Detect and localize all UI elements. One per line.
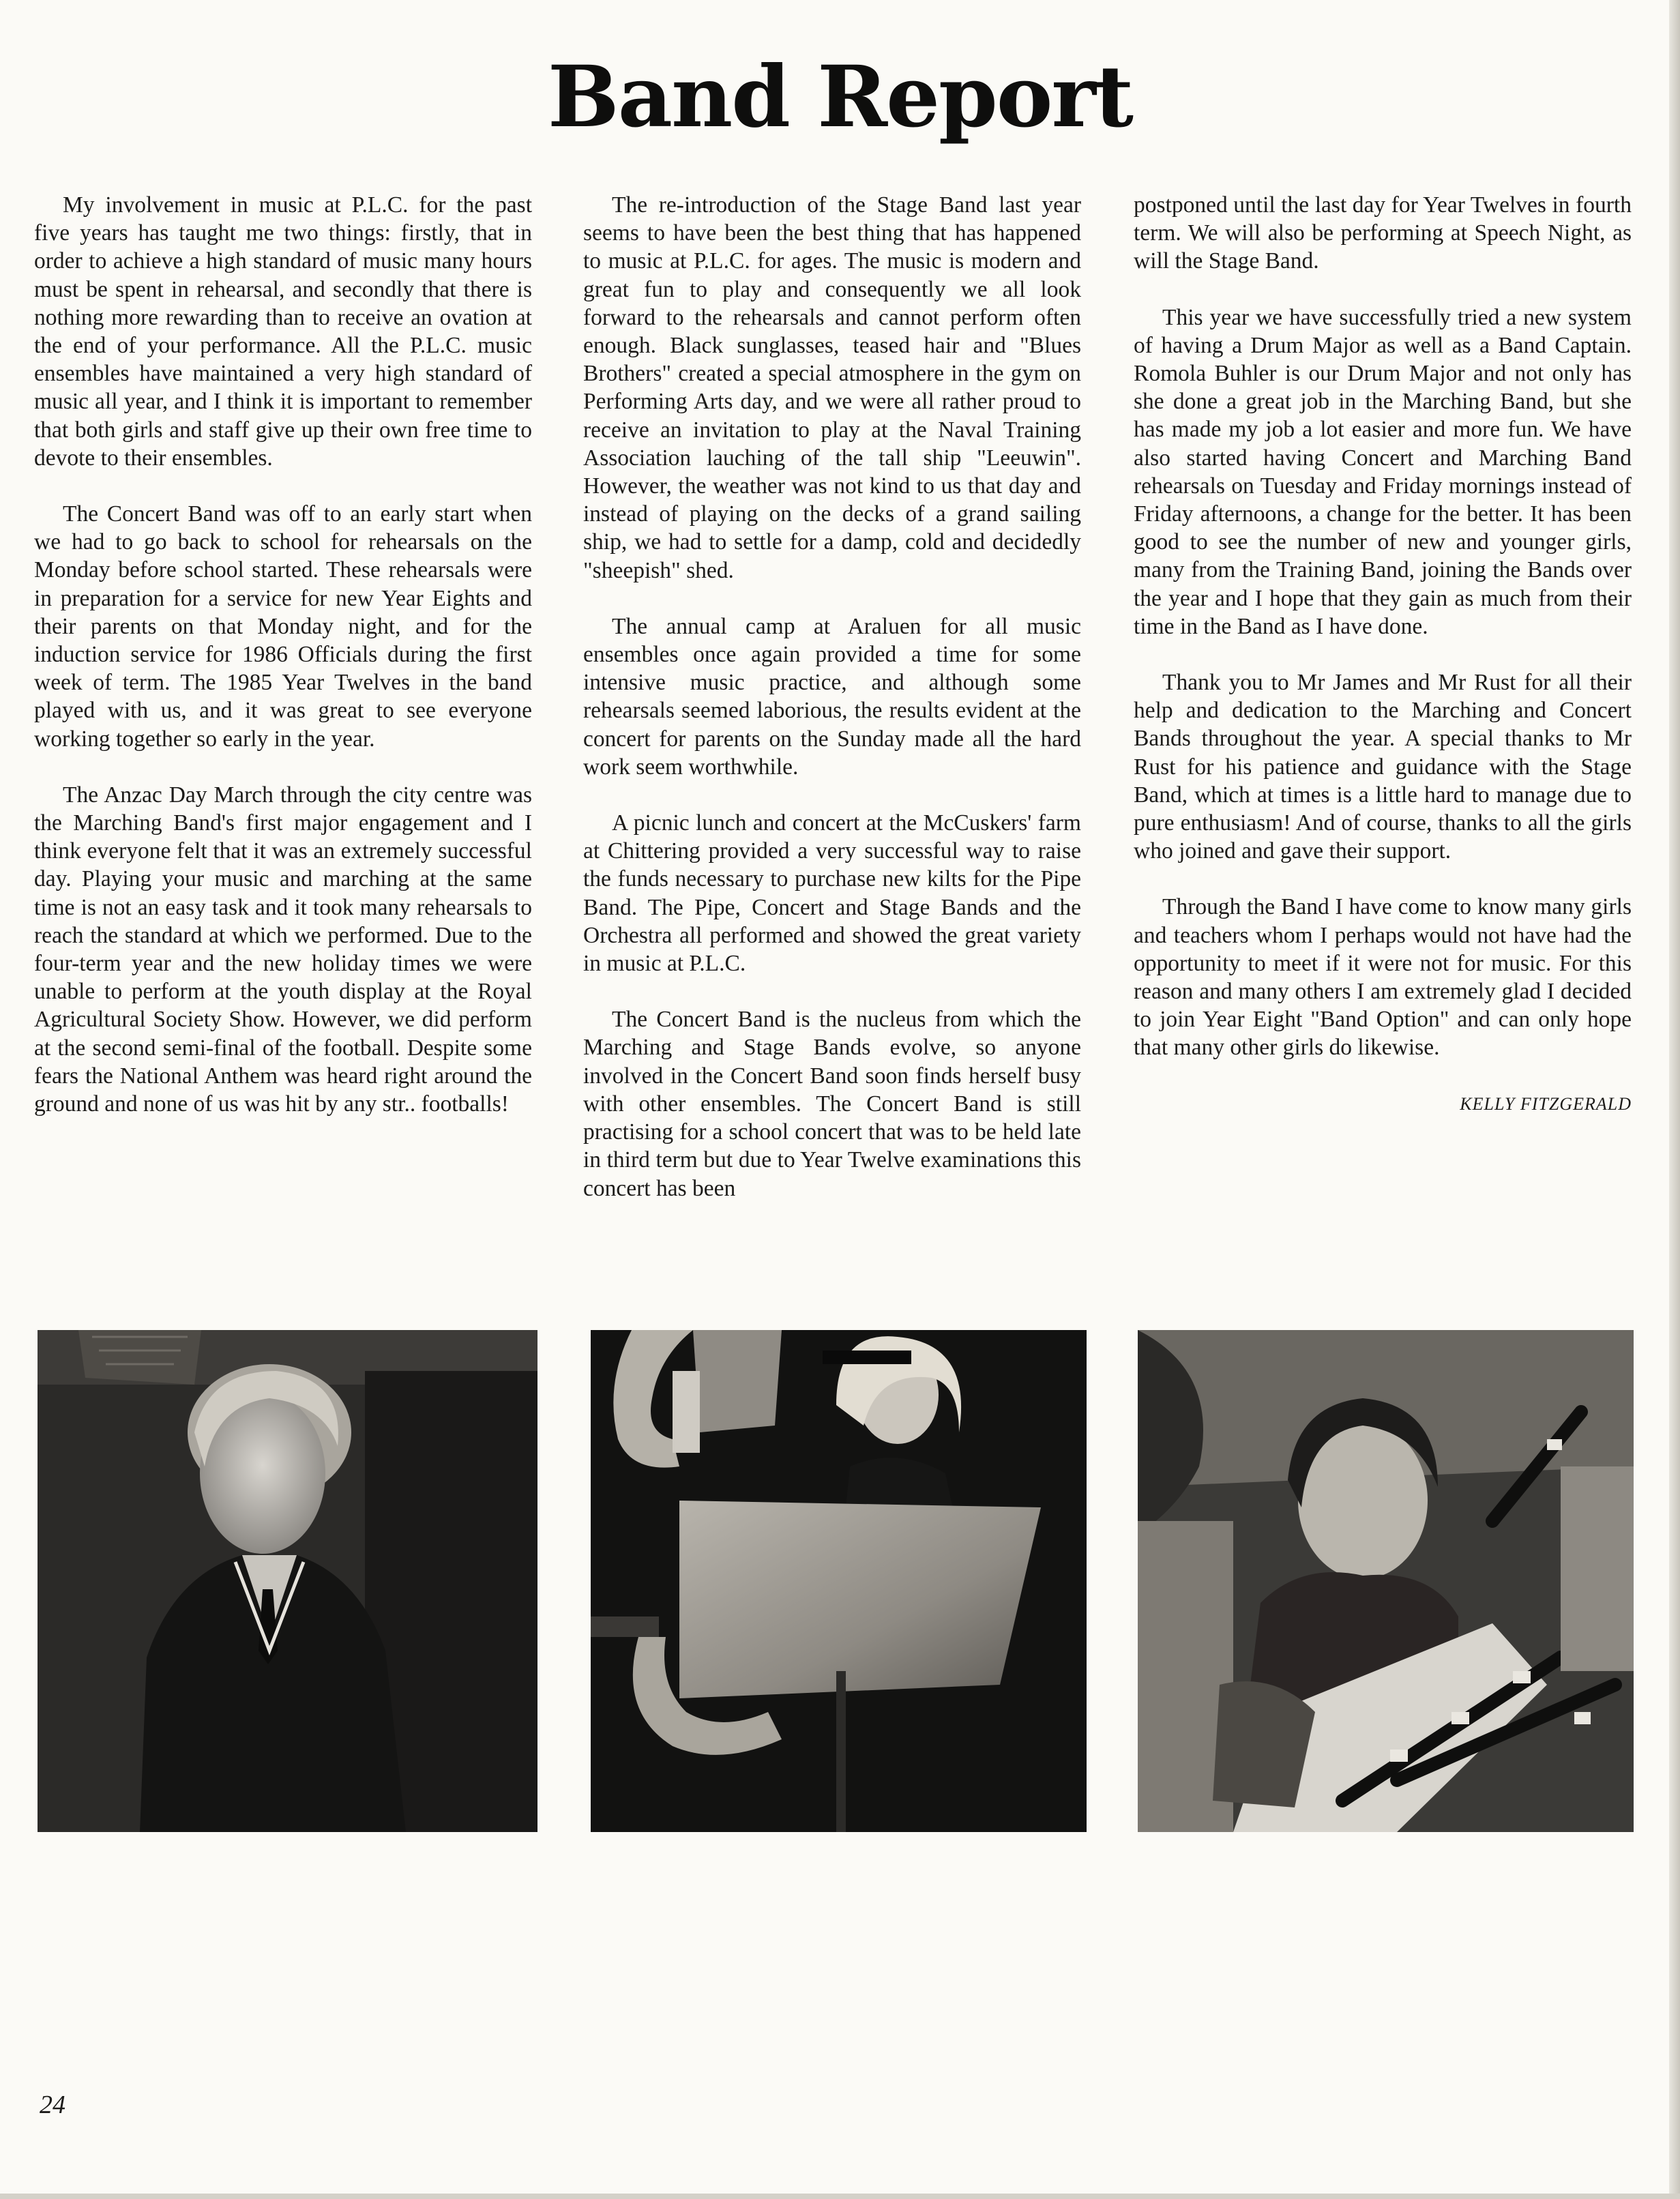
photo-student-uniform	[38, 1330, 537, 1832]
paragraph: Thank you to Mr James and Mr Rust for all their help and dedication to the Marching and Concert Bands throughout the year. A special thanks to Mr Rust for his patience and guidance with the Stage Band, which at times is a little hard to manage due to pure enthusiasm! And of course, thanks to all the girls who joined and gave their support.	[1134, 670, 1632, 864]
text-column-2	[583, 191, 1081, 1230]
photo-pipe-band	[1138, 1330, 1634, 1832]
paragraph: This year we have successfully tried a new system of having a Drum Major as well as a Band Captain. Romola Buhler is our Drum Major and not only has she done a great job in the Marching Band, but she has made my job a lot easier and more fun. We have also started having Concert and Marching Band rehearsals on Tuesday and Friday mornings instead of Friday afternoons, a change for the better. It has been good to see the number of new and younger girls, many from the Training Band, joining the Bands over the year and I hope that they gain as much from their time in the Band as I have done.	[1134, 304, 1632, 639]
text-column-1	[34, 191, 532, 1146]
paragraph: postponed until the last day for Year Twelves in fourth term. We will also be performing at Speech Night, as will the Stage Band.	[1134, 192, 1632, 274]
paragraph: The annual camp at Araluen for all music ensembles once again provided a time for some intensive music practice, and although some rehearsals seemed laborious, the results evident at the concert for parents on the Sunday made all the hard work seem worthwhile.	[583, 613, 1081, 780]
page-bottom-edge	[0, 2194, 1680, 2199]
paragraph: The Concert Band was off to an early start when we had to go back to school for rehearsals on the Monday before school started. These rehearsals were in preparation for a service for new Year Eights and their parents on that Monday night, and for the induction service for 1986 Officials during the first week of term. The 1985 Year Twelves in the band played with us, and it was great to see everyone working together so early in the year.	[34, 501, 532, 752]
photo-stage-band-tuba	[591, 1330, 1087, 1832]
paragraph: Through the Band I have come to know many girls and teachers whom I perhaps would not have had the opportunity to meet if it were not for music. For this reason and many others I am extremely glad I decided to join Year Eight "Band Option" and can only hope that many other girls do likewise.	[1134, 894, 1632, 1061]
paragraph: The Anzac Day March through the city centre was the Marching Band's first major engagement and I think everyone felt that it was an extremely successful day. Playing your music and marching at the same time is not an easy task and it took many rehearsals to reach the standard at which we performed. Due to the four-term year and the new holiday times we were unable to perform at the youth display at the Royal Agricultural Society Show. However, we did perform at the second semi-final of the football. Despite some fears the National Anthem was heard right around the ground and none of us was hit by any str.. footballs!	[34, 782, 532, 1117]
paragraph: The re-introduction of the Stage Band last year seems to have been the best thing that has happened to music at P.L.C. for ages. The music is modern and great fun to play and consequently we all look forward to the rehearsals and cannot perform often enough. Black sunglasses, teased hair and "Blues Brothers" created a special atmosphere in the gym on Performing Arts day, and we were all rather proud to receive an invitation to play at the Naval Training Association lauching of the tall ship "Leeuwin". However, the weather was not kind to us that day and instead of playing on the decks of a grand sailing ship, we had to settle for a damp, cold and decidedly "sheepish" shed.	[583, 192, 1081, 583]
page-title: Band Report	[547, 48, 1133, 147]
paragraph: My involvement in music at P.L.C. for the past five years has taught me two things: firstly, that in order to achieve a high standard of music many hours must be spent in rehearsal, and secondly that there is nothing more rewarding than to receive an ovation at the end of your performance. All the P.L.C. music ensembles have maintained a very high standard of music all year, and I think it is important to remember that both girls and staff give up their own free time to devote to their ensembles.	[34, 192, 532, 471]
text-column-3	[1134, 191, 1632, 1118]
paragraph: The Concert Band is the nucleus from which the Marching and Stage Bands evolve, so anyone involved in the Concert Band soon finds herself busy with other ensembles. The Concert Band is still practising for a school concert that was to be held late in third term but due to Year Twelve examinations this concert has been	[583, 1007, 1081, 1201]
paragraph: A picnic lunch and concert at the McCuskers' farm at Chittering provided a very successful way to raise the funds necessary to purchase new kilts for the Pipe Band. The Pipe, Concert and Stage Bands and the Orchestra all performed and showed the great variety in music at P.L.C.	[583, 810, 1081, 977]
page-number: 24	[40, 2091, 65, 2119]
author-byline: KELLY FITZGERALD	[1460, 1093, 1632, 1114]
page-edge	[1669, 0, 1680, 2199]
